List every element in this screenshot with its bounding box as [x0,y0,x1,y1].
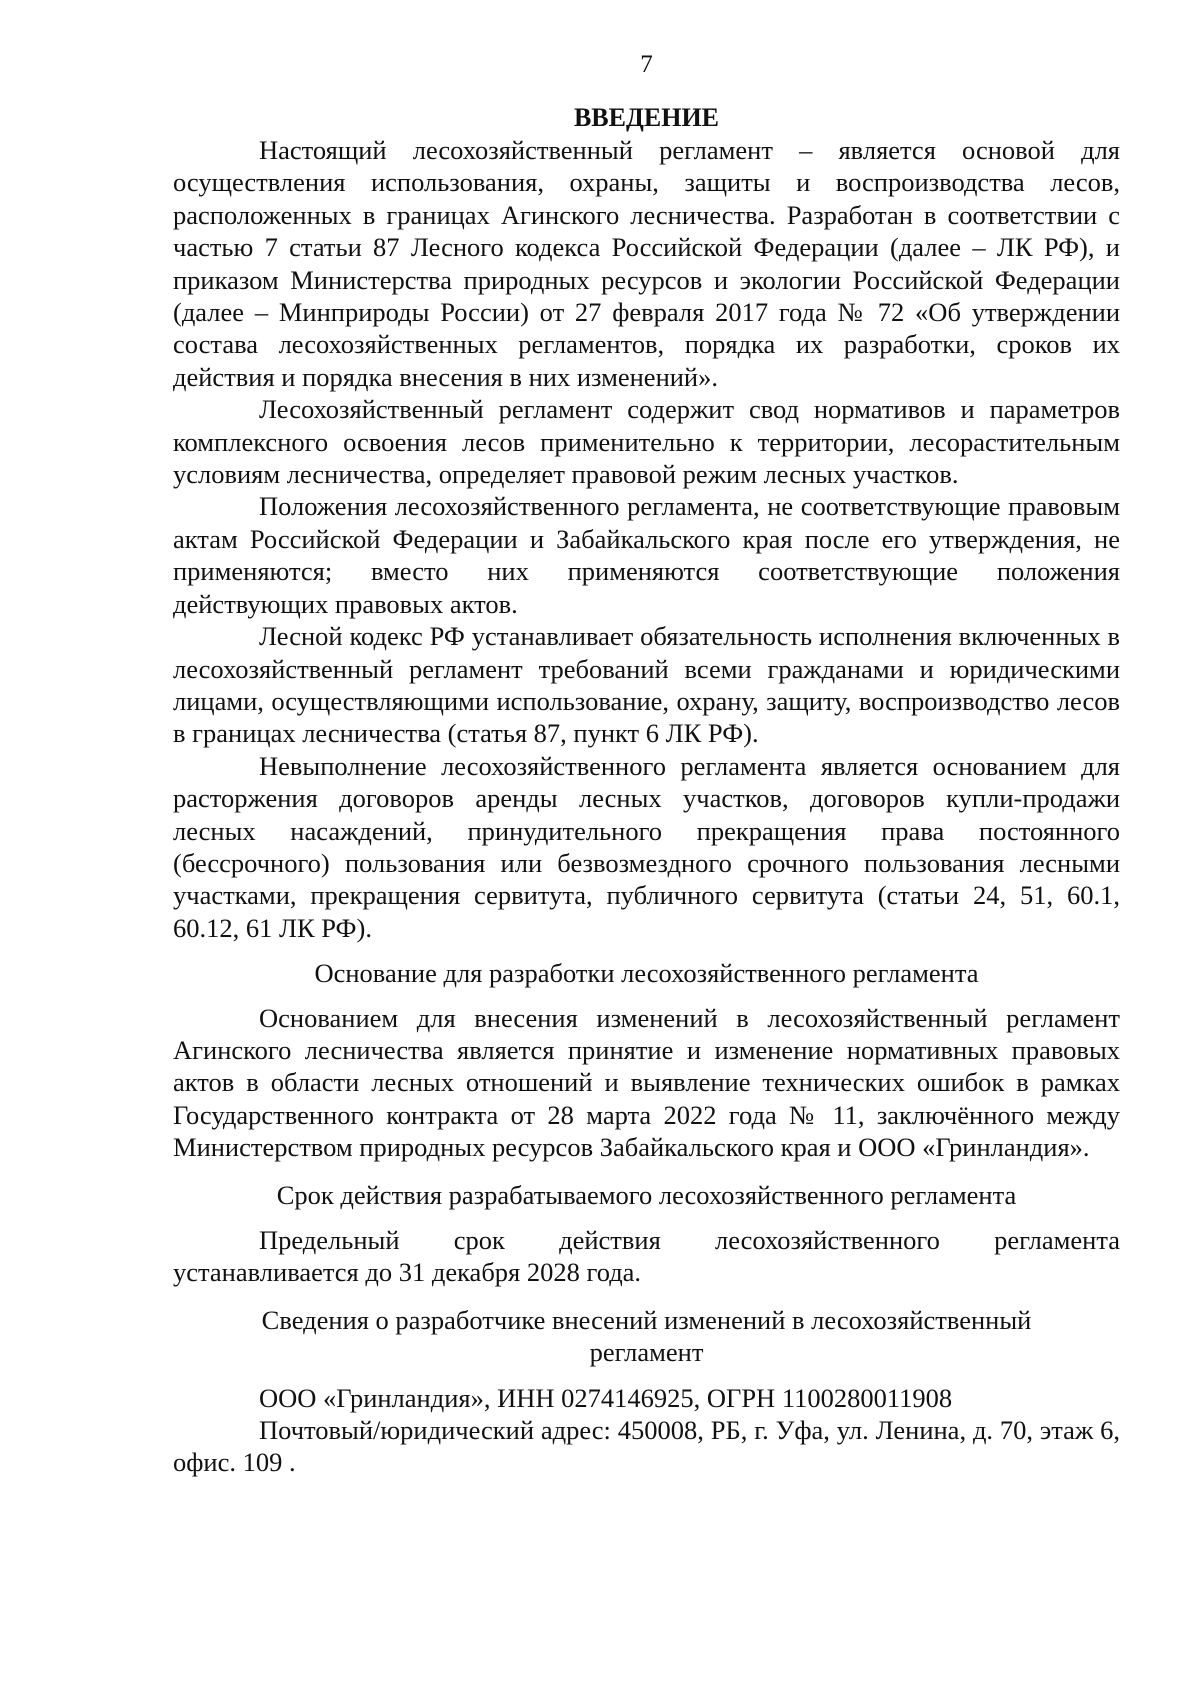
intro-paragraph: Невыполнение лесохозяйственного регламента является основанием для расторжения договоров аренды лесных участков, договоров купли-продажи лесных насаждений, принудительного прекращения права постоянного (бессрочного) пользования или безвозмездного срочного пользования лесными участками, прекращения сервитута, публичного сервитута (статьи 24, 51, 60.1, 60.12, 61 ЛК РФ). [173,750,1120,943]
basis-paragraph: Основанием для внесения изменений в лесохозяйственный регламент Агинского лесничества является принятие и изменение нормативных правовых актов в области лесных отношений и выявление технических ошибок в рамках Государственного контракта от 28 марта 2022 года № 11, заключённого между Министерством природных ресурсов Забайкальского края и ООО «Гринландия». [173,1002,1120,1163]
developer-company-line: ООО «Гринландия», ИНН 0274146925, ОГРН 1100280011908 [259,1382,953,1413]
page-number: 7 [640,51,653,78]
document-page [173,50,1120,1479]
developer-address: Почтовый/юридический адрес: 450008, РБ, г. Уфа, ул. Ленина, д. 70, этаж 6, офис. 109 . [173,1415,1120,1478]
intro-paragraph: Лесной кодекс РФ устанавливает обязательность исполнения включенных в лесохозяйственный регламент требований всеми гражданами и юридическими лицами, осуществляющими использование, охрану, защиту, воспроизводство лесов в границах лесничества (статья 87, пункт 6 ЛК РФ). [173,621,1120,749]
intro-paragraph: Лесохозяйственный регламент содержит свод нормативов и параметров комплексного освоения лесов применительно к территории, лесорастительным условиям лесничества, определяет правовой режим лесных участков. [173,394,1120,490]
validity-paragraph: Предельный срок действия лесохозяйственного регламента устанавливается до 31 декабря 2028 года. [173,1225,1120,1288]
validity-heading: Срок действия разрабатываемого лесохозяйственного регламента [276,1179,1017,1210]
page-title: ВВЕДЕНИЕ [573,103,720,132]
basis-heading: Основание для разработки лесохозяйственного регламента [314,958,979,989]
developer-heading-line-1: Сведения о разработчике внесений изменений в лесохозяйственный [261,1304,1032,1335]
intro-paragraph: Настоящий лесохозяйственный регламент – является основой для осуществления использования, охраны, защиты и воспроизводства лесов, расположенных в границах Агинского лесничества. Разработан в соответствии с частью 7 статьи 87 Лесного кодекса Российской Федерации (далее – ЛК РФ), и приказом Министерства природных ресурсов и экологии Российской Федерации (далее – Минприроды России) от 27 февраля 2017 года № 72 «Об утверждении состава лесохозяйственных регламентов, порядка их разработки, сроков их действия и порядка внесения в них изменений». [173,135,1120,392]
intro-paragraph: Положения лесохозяйственного регламента, не соответствующие правовым актам Российской Федерации и Забайкальского края после его утверждения, не применяются; вместо них применяются соответствующие положения действующих правовых актов. [173,491,1120,619]
developer-heading [173,1304,1120,1369]
developer-heading-line-2: регламент [589,1337,704,1368]
